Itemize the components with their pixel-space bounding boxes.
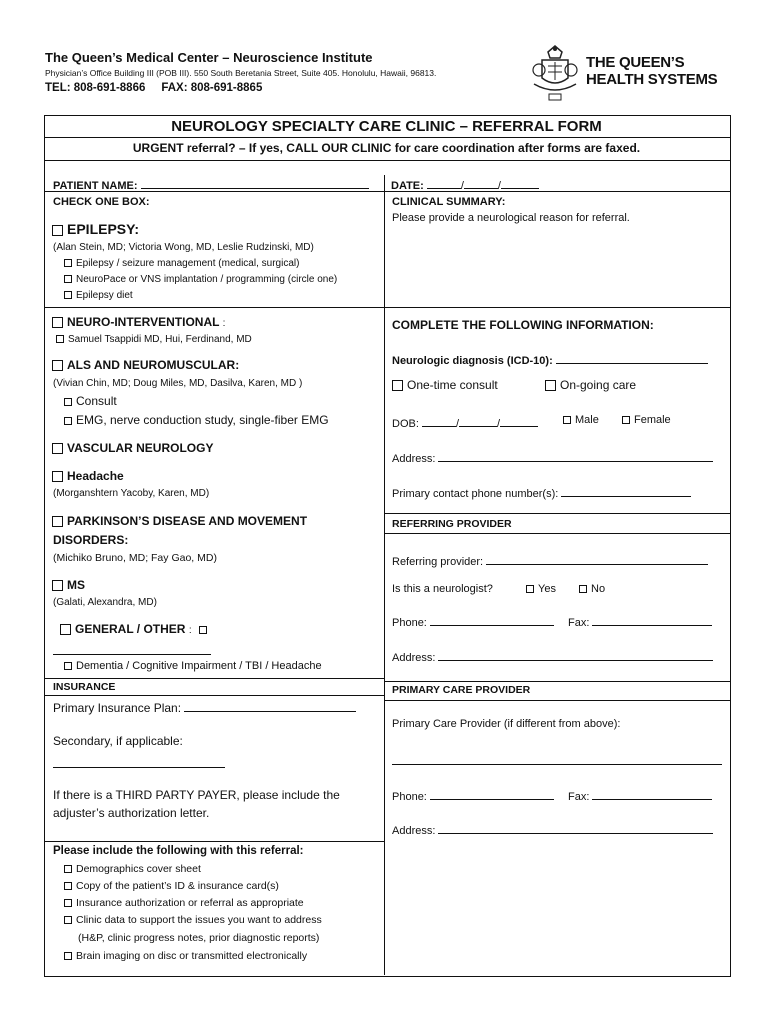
- patient-name-line[interactable]: [141, 176, 369, 189]
- referring-provider-field[interactable]: Referring provider:: [392, 552, 708, 568]
- primary-insurance-field[interactable]: Primary Insurance Plan:: [53, 699, 356, 715]
- vascular-checkbox[interactable]: [52, 443, 63, 454]
- vascular-neurology-option[interactable]: VASCULAR NEUROLOGY: [52, 441, 213, 455]
- general-other-checkbox[interactable]: [60, 624, 71, 635]
- male-option[interactable]: Male: [563, 414, 599, 426]
- als-subitem-emg[interactable]: EMG, nerve conduction study, single-fiber EMG: [64, 413, 329, 427]
- third-party-note-line2: adjuster’s authorization letter.: [53, 806, 210, 820]
- neurologist-yes-option[interactable]: Yes: [526, 583, 556, 595]
- include-item[interactable]: Clinic data to support the issues you want to address: [64, 914, 322, 926]
- ms-doctors: (Galati, Alexandra, MD): [53, 597, 157, 608]
- headache-checkbox[interactable]: [52, 471, 63, 482]
- als-option[interactable]: ALS AND NEUROMUSCULAR:: [52, 358, 239, 372]
- clinic-address: Physician’s Office Building III (POB III). 550 South Beretania Street, Suite 405. Honolulu, Hawaii, 96813.: [45, 68, 437, 78]
- clinical-summary-prompt: Please provide a neurological reason for referral.: [392, 212, 630, 224]
- diagnosis-field[interactable]: Neurologic diagnosis (ICD-10):: [392, 351, 708, 367]
- date-field[interactable]: DATE: / /: [391, 176, 539, 192]
- secondary-insurance-label: Secondary, if applicable:: [53, 734, 183, 748]
- als-subitem-consult[interactable]: Consult: [64, 394, 117, 408]
- general-other-small-checkbox[interactable]: [199, 626, 207, 634]
- female-option[interactable]: Female: [622, 414, 671, 426]
- logo-text-line2: HEALTH SYSTEMS: [586, 71, 718, 88]
- neuro-interventional-checkbox[interactable]: [52, 317, 63, 328]
- parkinson-doctors: (Michiko Bruno, MD; Fay Gao, MD): [53, 552, 217, 564]
- ms-checkbox[interactable]: [52, 580, 63, 591]
- epilepsy-subitem[interactable]: Epilepsy diet: [64, 290, 133, 301]
- als-doctors: (Vivian Chin, MD; Doug Miles, MD, Dasilva, Karen, MD ): [53, 378, 303, 389]
- third-party-note-line1: If there is a THIRD PARTY PAYER, please include the: [53, 788, 340, 802]
- neuro-interventional-subitem[interactable]: Samuel Tsappidi MD, Hui, Ferdinand, MD: [56, 334, 252, 345]
- ongoing-care-option[interactable]: On-going care: [545, 378, 636, 392]
- pcp-prompt: Primary Care Provider (if different from above):: [392, 718, 621, 730]
- logo-text-line1: THE QUEEN’S: [586, 54, 685, 71]
- date-label: DATE:: [391, 180, 424, 192]
- check-one-box-label: CHECK ONE BOX:: [53, 196, 150, 208]
- complete-info-header: COMPLETE THE FOLLOWING INFORMATION:: [392, 318, 654, 332]
- include-header: Please include the following with this referral:: [53, 845, 304, 857]
- insurance-header: INSURANCE: [53, 681, 116, 693]
- parkinson-option-line2: DISORDERS:: [53, 533, 129, 547]
- neuro-interventional-option[interactable]: NEURO-INTERVENTIONAL :: [52, 315, 225, 329]
- include-item[interactable]: Insurance authorization or referral as appropriate: [64, 897, 304, 909]
- pcp-address-field[interactable]: Address:: [392, 821, 713, 837]
- pcp-phone-field[interactable]: Phone:: [392, 787, 554, 803]
- epilepsy-option[interactable]: EPILEPSY:: [52, 221, 139, 237]
- clinic-contact: TEL: 808-691-8866 FAX: 808-691-8865: [45, 82, 263, 94]
- ms-option[interactable]: MS: [52, 578, 85, 592]
- include-item[interactable]: Demographics cover sheet: [64, 863, 201, 875]
- patient-name-label: PATIENT NAME:: [53, 180, 138, 192]
- headache-option[interactable]: Headache: [52, 469, 124, 483]
- neurologist-no-option[interactable]: No: [579, 583, 605, 595]
- referring-address-field[interactable]: Address:: [392, 648, 713, 664]
- als-checkbox[interactable]: [52, 360, 63, 371]
- referring-provider-header: REFERRING PROVIDER: [392, 518, 512, 530]
- urgent-notice: URGENT referral? – If yes, CALL OUR CLINIC for care coordination after forms are faxed.: [132, 141, 641, 155]
- primary-care-provider-header: PRIMARY CARE PROVIDER: [392, 684, 531, 696]
- include-item-note: (H&P, clinic progress notes, prior diagnostic reports): [78, 932, 320, 944]
- referring-fax-field[interactable]: Fax:: [568, 613, 712, 629]
- epilepsy-doctors: (Alan Stein, MD; Victoria Wong, MD, Leslie Rudzinski, MD): [53, 242, 314, 253]
- parkinson-option[interactable]: PARKINSON’S DISEASE AND MOVEMENT: [52, 514, 307, 528]
- primary-phone-field[interactable]: Primary contact phone number(s):: [392, 484, 691, 500]
- general-other-subitem[interactable]: Dementia / Cognitive Impairment / TBI / Headache: [64, 660, 322, 672]
- clinical-summary-label: CLINICAL SUMMARY:: [392, 196, 506, 208]
- secondary-insurance-line[interactable]: [53, 755, 225, 768]
- dob-field[interactable]: DOB: / /: [392, 414, 538, 430]
- include-item[interactable]: Copy of the patient’s ID & insurance card(s): [64, 880, 279, 892]
- clinic-title: The Queen’s Medical Center – Neuroscience Institute: [45, 50, 373, 65]
- parkinson-checkbox[interactable]: [52, 516, 63, 527]
- patient-name-field[interactable]: [53, 176, 369, 192]
- queens-crest-logo: [530, 44, 580, 102]
- is-neurologist-question: Is this a neurologist?: [392, 583, 493, 595]
- pcp-fax-field[interactable]: Fax:: [568, 787, 712, 803]
- one-time-consult-option[interactable]: One-time consult: [392, 378, 498, 392]
- pcp-name-line[interactable]: [392, 752, 722, 765]
- include-item[interactable]: Brain imaging on disc or transmitted electronically: [64, 950, 307, 962]
- epilepsy-subitem[interactable]: Epilepsy / seizure management (medical, surgical): [64, 258, 299, 269]
- epilepsy-checkbox[interactable]: [52, 225, 63, 236]
- patient-address-field[interactable]: Address:: [392, 449, 713, 465]
- referring-phone-field[interactable]: Phone:: [392, 613, 554, 629]
- epilepsy-subitem[interactable]: NeuroPace or VNS implantation / programming (circle one): [64, 274, 337, 285]
- headache-doctors: (Morganshtern Yacoby, Karen, MD): [53, 488, 210, 499]
- general-other-line[interactable]: [53, 642, 211, 655]
- general-other-option[interactable]: GENERAL / OTHER :: [60, 622, 211, 636]
- form-title: NEUROLOGY SPECIALTY CARE CLINIC – REFERRAL FORM: [171, 118, 602, 135]
